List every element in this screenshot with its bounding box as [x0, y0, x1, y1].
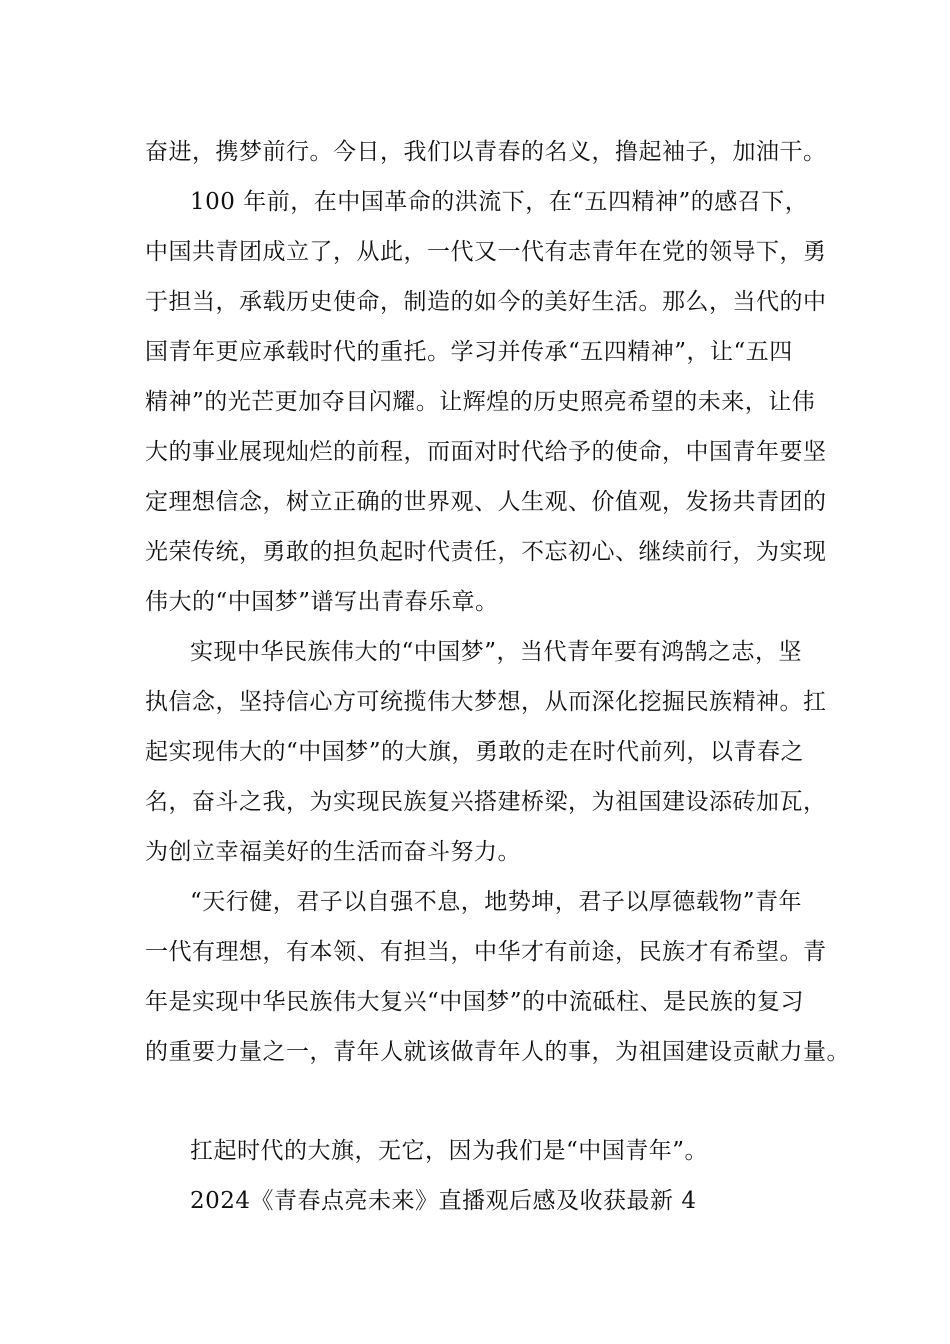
text-line: 国青年更应承载时代的重托。学习并传承“五四精神”，让“五四 — [145, 339, 793, 365]
article-title: 2024《青春点亮未来》直播观后感及收获最新 4 — [190, 1188, 697, 1214]
text-line: 大的事业展现灿烂的前程，而面对时代给予的使命，中国青年要坚 — [145, 439, 827, 465]
text-line: 中国共青团成立了，从此，一代又一代有志青年在党的领导下，勇 — [145, 239, 827, 265]
paragraph-start-line: “天行健，君子以自强不息，地势坤，君子以厚德载物”青年 — [190, 889, 803, 915]
text-line: 伟大的“中国梦”谱写出青春乐章。 — [145, 589, 499, 615]
text-line: 光荣传统，勇敢的担负起时代责任，不忘初心、继续前行，为实现 — [145, 539, 827, 565]
text-line: 年是实现中华民族伟大复兴“中国梦”的中流砥柱、是民族的复习 — [145, 989, 805, 1015]
text-line: 起实现伟大的“中国梦”的大旗，勇敢的走在时代前列，以青春之 — [145, 739, 805, 765]
text-line: 的重要力量之一，青年人就该做青年人的事，为祖国建设贡献力量。 — [145, 1039, 850, 1065]
text-line: 一代有理想，有本领、有担当，中华才有前途，民族才有希望。青 — [145, 939, 827, 965]
text-line: 定理想信念，树立正确的世界观、人生观、价值观，发扬共青团的 — [145, 489, 827, 515]
text-line: 执信念，坚持信心方可统揽伟大梦想，从而深化挖掘民族精神。扛 — [145, 689, 827, 715]
text-line: 奋进，携梦前行。今日，我们以青春的名义，撸起袖子，加油干。 — [145, 139, 827, 165]
paragraph-start-line: 实现中华民族伟大的“中国梦”，当代青年要有鸿鹄之志，坚 — [190, 639, 803, 665]
closing-line: 扛起时代的大旗，无它，因为我们是“中国青年”。 — [190, 1138, 709, 1164]
text-line: 为创立幸福美好的生活而奋斗努力。 — [145, 839, 521, 865]
text-line: 于担当，承载历史使命，制造的如今的美好生活。那么，当代的中 — [145, 289, 827, 315]
text-line: 名，奋斗之我，为实现民族复兴搭建桥梁，为祖国建设添砖加瓦， — [145, 789, 827, 815]
text-line: 精神”的光芒更加夺目闪耀。让辉煌的历史照亮希望的未来，让伟 — [145, 389, 816, 415]
paragraph-start-line: 100 年前，在中国革命的洪流下，在“五四精神”的感召下， — [190, 189, 809, 215]
